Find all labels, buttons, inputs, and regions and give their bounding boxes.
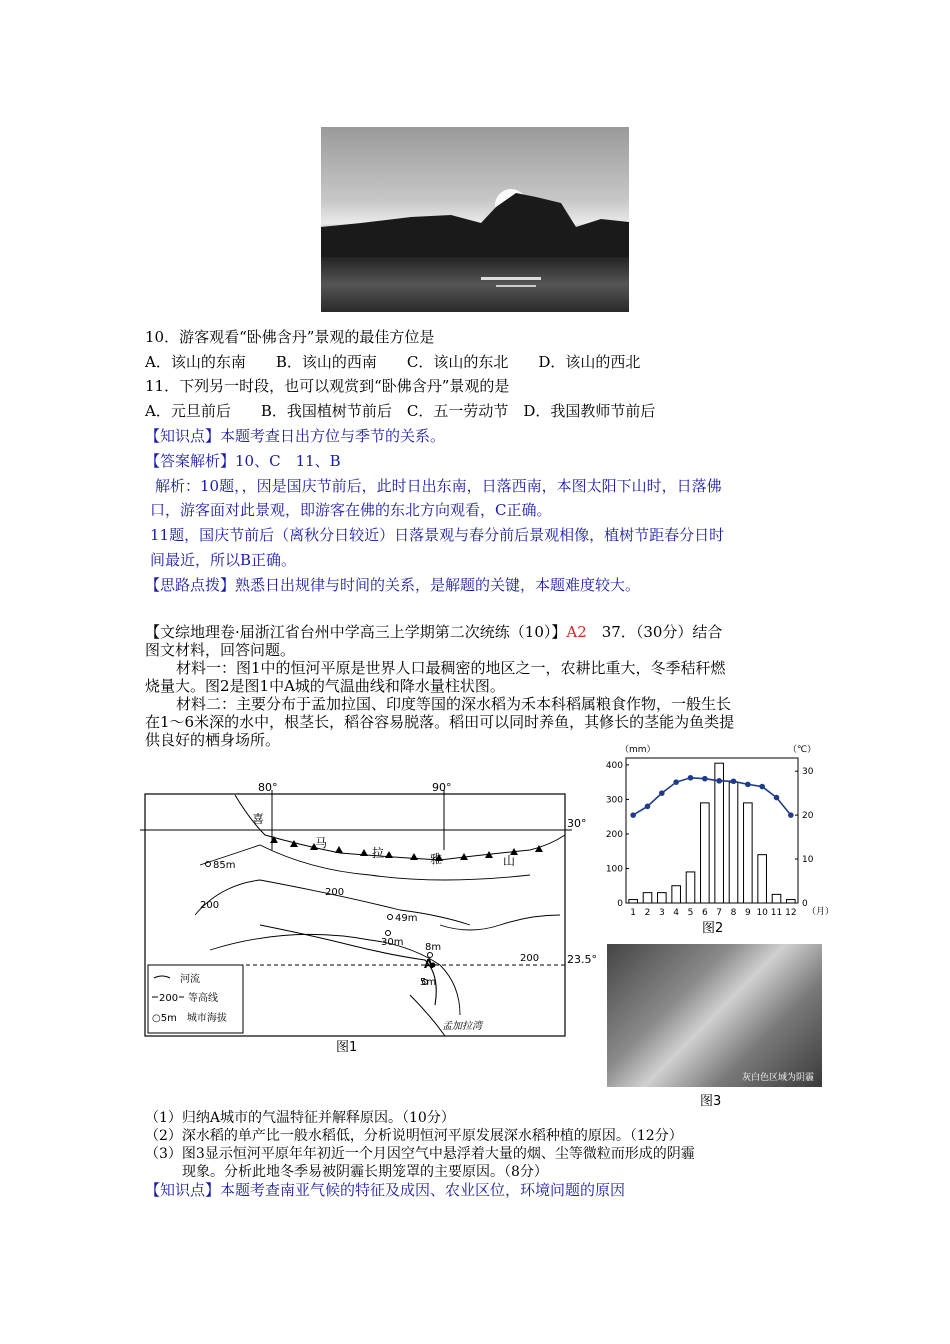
range-char-1: 喜	[252, 812, 265, 826]
x-tick-label: 5	[687, 908, 694, 918]
temperature-point	[645, 804, 651, 810]
temperature-point	[688, 775, 694, 781]
fig2-caption: 图2	[702, 921, 724, 936]
contour-200-label-c: 200	[520, 953, 540, 964]
temperature-point	[630, 812, 636, 818]
subq-2: （2）深水稻的单产比一般水稻低，分析说明恒河平原发展深水稻种植的原因。（12分）	[145, 1128, 683, 1144]
q37-heading	[145, 622, 722, 642]
x-tick-label: 2	[644, 908, 651, 918]
q11-options: A．元旦前后 B．我国植树节前后 C．五一劳动节 D．我国教师节前后	[145, 402, 656, 420]
material-2c: 供良好的栖身场所。	[145, 731, 281, 749]
temperature-point	[673, 779, 679, 785]
y-left-tick-label: 0	[617, 899, 623, 909]
material-2b: 在1～6米深的水中，根茎长，稻谷容易脱落。稻田可以同时养鱼，其修长的茎能为鱼类提	[145, 713, 735, 731]
x-unit: （月）	[807, 907, 835, 917]
precip-bar	[729, 782, 738, 903]
explanation-line-2: 口，游客面对此景观，即游客在佛的东北方向观看，C正确。	[150, 501, 552, 519]
elev-30m: 30m	[381, 937, 404, 948]
x-tick-label: 7	[716, 908, 723, 918]
city-a-label: A	[424, 957, 434, 971]
temperature-point	[745, 782, 751, 788]
q37-heading-2: 图文材料，回答问题。	[145, 641, 296, 659]
subq-3a: （3）图3显示恒河平原年年初近一个月因空气中悬浮着大量的烟、尘等微粒而形成的阴霾	[145, 1146, 695, 1162]
ganges-map	[140, 775, 600, 1065]
temperature-point	[774, 795, 780, 801]
y-left-tick-label: 200	[605, 829, 623, 840]
x-tick-label: 3	[658, 908, 665, 918]
lat-235-label: 23.5°	[567, 953, 597, 966]
x-tick-label: 11	[770, 908, 783, 918]
thinking-tip-1: 【思路点拨】熟悉日出规律与时间的关系，是解题的关键，本题难度较大。	[145, 576, 641, 594]
material-1b: 烧量大。图2是图1中A城的气温曲线和降水量柱状图。	[145, 677, 505, 695]
precip-bar	[744, 803, 753, 903]
temperature-point	[759, 784, 765, 790]
material-2a: 材料二：主要分布于孟加拉国、印度等国的深水稻为禾本科稻属粮食作物，一般生长	[176, 695, 732, 713]
y-right-unit: （℃）	[788, 745, 817, 755]
q37-head-rest: 37．（30分）结合	[586, 623, 723, 641]
subq-1: （1）归纳A城市的气温特征并解释原因。（10分）	[145, 1110, 455, 1126]
lon-80-label: 80°	[258, 781, 278, 794]
explanation-line-1: 解析：10题，，因是国庆节前后，此时日出东南，日落西南，本图太阳下山时，日落佛	[155, 477, 722, 495]
elev-49m: 49m	[395, 913, 418, 924]
q11-stem: 11．下列另一时段，也可以观赏到“卧佛含丹”景观的是	[145, 377, 510, 395]
contour-200-label-a: 200	[200, 900, 220, 911]
x-tick-label: 6	[701, 908, 708, 918]
temperature-point	[716, 778, 722, 784]
x-tick-label: 8	[730, 908, 737, 918]
precip-bar	[715, 763, 724, 903]
legend-river: 河流	[180, 974, 200, 985]
lon-90-label: 90°	[432, 781, 452, 794]
x-tick-label: 9	[744, 908, 751, 918]
x-tick-label: 1	[630, 908, 637, 918]
knowledge-point-1: 【知识点】本题考查日出方位与季节的关系。	[145, 427, 446, 445]
fig3-caption: 图3	[700, 1094, 722, 1109]
x-tick-label: 12	[785, 908, 797, 918]
sunset-photo	[321, 127, 629, 312]
explanation-line-4: 间最近，所以B正确。	[150, 551, 297, 569]
y-left-tick-label: 400	[605, 760, 623, 771]
x-tick-label: 4	[673, 908, 680, 918]
contour-200-label-b: 200	[325, 887, 345, 898]
range-char-3: 拉	[372, 846, 385, 860]
temperature-point	[702, 776, 708, 782]
precip-bar	[772, 894, 781, 903]
legend-city: ○5m 城市海拔	[152, 1013, 227, 1024]
y-right-tick-label: 10	[802, 855, 814, 866]
range-char-4: 雅	[430, 852, 443, 866]
elev-5m: 5m	[420, 977, 437, 988]
y-right-tick-label: 30	[802, 767, 814, 778]
temperature-point	[788, 812, 794, 818]
haze-satellite-image	[607, 944, 822, 1087]
temperature-line	[633, 778, 791, 815]
legend-contour-num: 200	[159, 993, 179, 1004]
explanation-line-3: 11题，国庆节前后（离秋分日较近）日落景观与春分前后景观相像，植树节距春分日时	[150, 526, 725, 544]
q37-tag: A2	[566, 623, 587, 641]
precip-bar	[758, 855, 767, 903]
y-right-tick-label: 0	[802, 899, 808, 909]
temperature-point	[659, 790, 665, 796]
lat-30-label: 30°	[567, 817, 587, 830]
y-left-tick-label: 300	[605, 795, 623, 806]
precip-bar	[658, 893, 667, 903]
knowledge-point-2: 【知识点】本题考查南亚气候的特征及成因、农业区位，环境问题的原因	[145, 1181, 626, 1199]
range-char-2: 马	[315, 836, 328, 850]
y-right-tick-label: 20	[802, 811, 814, 822]
fig3-inner-label: 灰白色区域为阴霾	[741, 1073, 814, 1083]
q37-source: 【文综地理卷·届浙江省台州中学高三上学期第二次统练（10）】	[145, 623, 567, 641]
elev-85m: 85m	[213, 860, 236, 871]
y-left-unit: （mm）	[620, 745, 656, 755]
y-left-tick-label: 100	[605, 864, 623, 875]
precip-bar	[629, 900, 638, 903]
q10-options: A．该山的东南 B．该山的西南 C．该山的东北 D．该山的西北	[145, 353, 641, 371]
range-char-5: 山	[503, 854, 516, 868]
precip-bar	[701, 803, 710, 903]
climate-chart	[605, 740, 835, 936]
subq-3b: 现象。分析此地冬季易被阴霾长期笼罩的主要原因。（8分）	[182, 1164, 548, 1180]
q10-stem: 10．游客观看“卧佛含丹”景观的最佳方位是	[145, 328, 435, 346]
precip-bar	[787, 900, 796, 903]
precip-bar	[672, 886, 681, 903]
material-1a: 材料一：图1中的恒河平原是世界人口最稠密的地区之一，农耕比重大，冬季秸秆燃	[176, 659, 726, 677]
answer-1: 【答案解析】10、C 11、B	[145, 452, 341, 470]
precip-bar	[643, 893, 652, 903]
precip-bar	[686, 872, 695, 903]
bay-label: 孟加拉湾	[442, 1021, 482, 1032]
legend-contour: 等高线	[188, 993, 218, 1004]
x-tick-label: 10	[756, 908, 768, 918]
temperature-point	[731, 778, 737, 784]
fig1-caption: 图1	[336, 1040, 358, 1055]
elev-8m: 8m	[425, 942, 442, 953]
